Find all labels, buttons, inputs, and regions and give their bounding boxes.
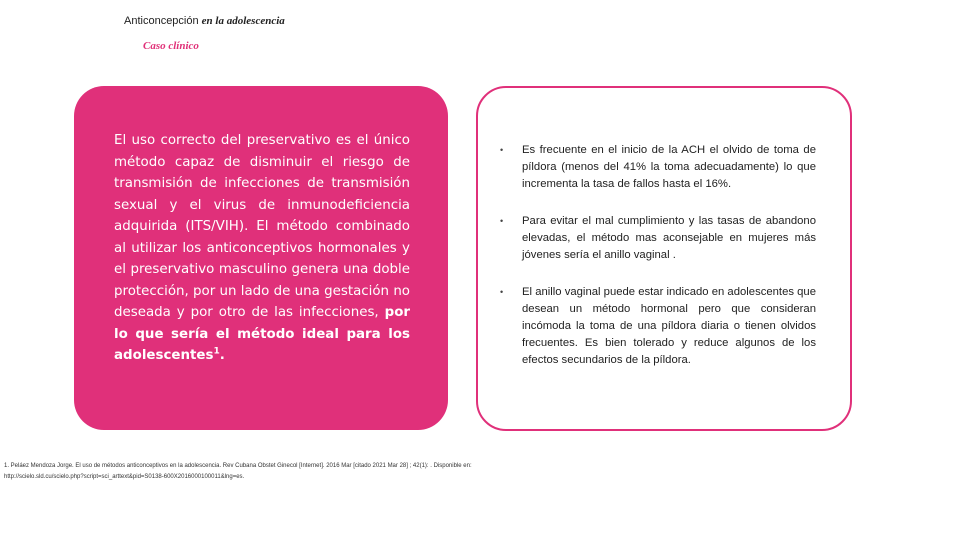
reference-citation: 1. Peláez Mendoza Jorge. El uso de métodos anticonceptivos en la adolescencia. Rev Cubana Obstet Ginecol [Internet]. 2016 Mar [citado 2021 Mar 28] ; 42(1): . Disponible en: [4, 463, 472, 469]
reference-url: http://scielo.sld.cu/scielo.php?script=sci_arttext&pid=S0138-600X2016000100011&lng=es. [4, 474, 245, 480]
bullet-marker: • [500, 216, 504, 226]
bullet-text: Es frecuente en el inicio de la ACH el olvido de toma de píldora (menos del 41% la toma adecuadamente) lo que incrementa la tasa de fallos hasta el 16%. [522, 144, 816, 190]
bullet-item [496, 213, 816, 264]
bullet-item [496, 142, 816, 193]
bullet-list [496, 142, 816, 389]
slide-title [124, 15, 285, 27]
bullet-item [496, 284, 816, 369]
bullet-text: El anillo vaginal puede estar indicado en adolescentes que desean un método hormonal pero que consideran incómoda la toma de una píldora diaria o tienen olvidos frecuentes. Es bien tolerado y reduce algunos de los efectos secundarios de la píldora. [522, 286, 816, 366]
bullet-text: Para evitar el mal cumplimiento y las tasas de abandono elevadas, el método mas aconsejable en mujeres más jóvenes sería el anillo vaginal . [522, 215, 816, 261]
bold-tail-text: por lo que sería el método ideal para los adolescentes [114, 305, 410, 363]
reference-footnote [4, 461, 624, 483]
footnote-marker: 1 [213, 346, 220, 357]
title-emphasis: en la adolescencia [201, 15, 285, 27]
title-plain: Anticoncepción [124, 15, 199, 27]
left-panel-text [114, 130, 410, 367]
bullet-marker: • [500, 287, 504, 297]
bullet-marker: • [500, 145, 504, 155]
left-panel-body: El uso correcto del preservativo es el único método capaz de disminuir el riesgo de transmisión de infecciones de transmisión sexual y el virus de inmunodeficiencia adquirida (ITS/VIH). El método combinado al utilizar los anticonceptivos hormonales y el preservativo masculino genera una doble protección, por un lado de una gestación no deseada y por otro de las infecciones, [114, 133, 410, 320]
bold-tail-end: . [219, 348, 225, 363]
slide-subtitle: Caso clínico [143, 40, 199, 52]
